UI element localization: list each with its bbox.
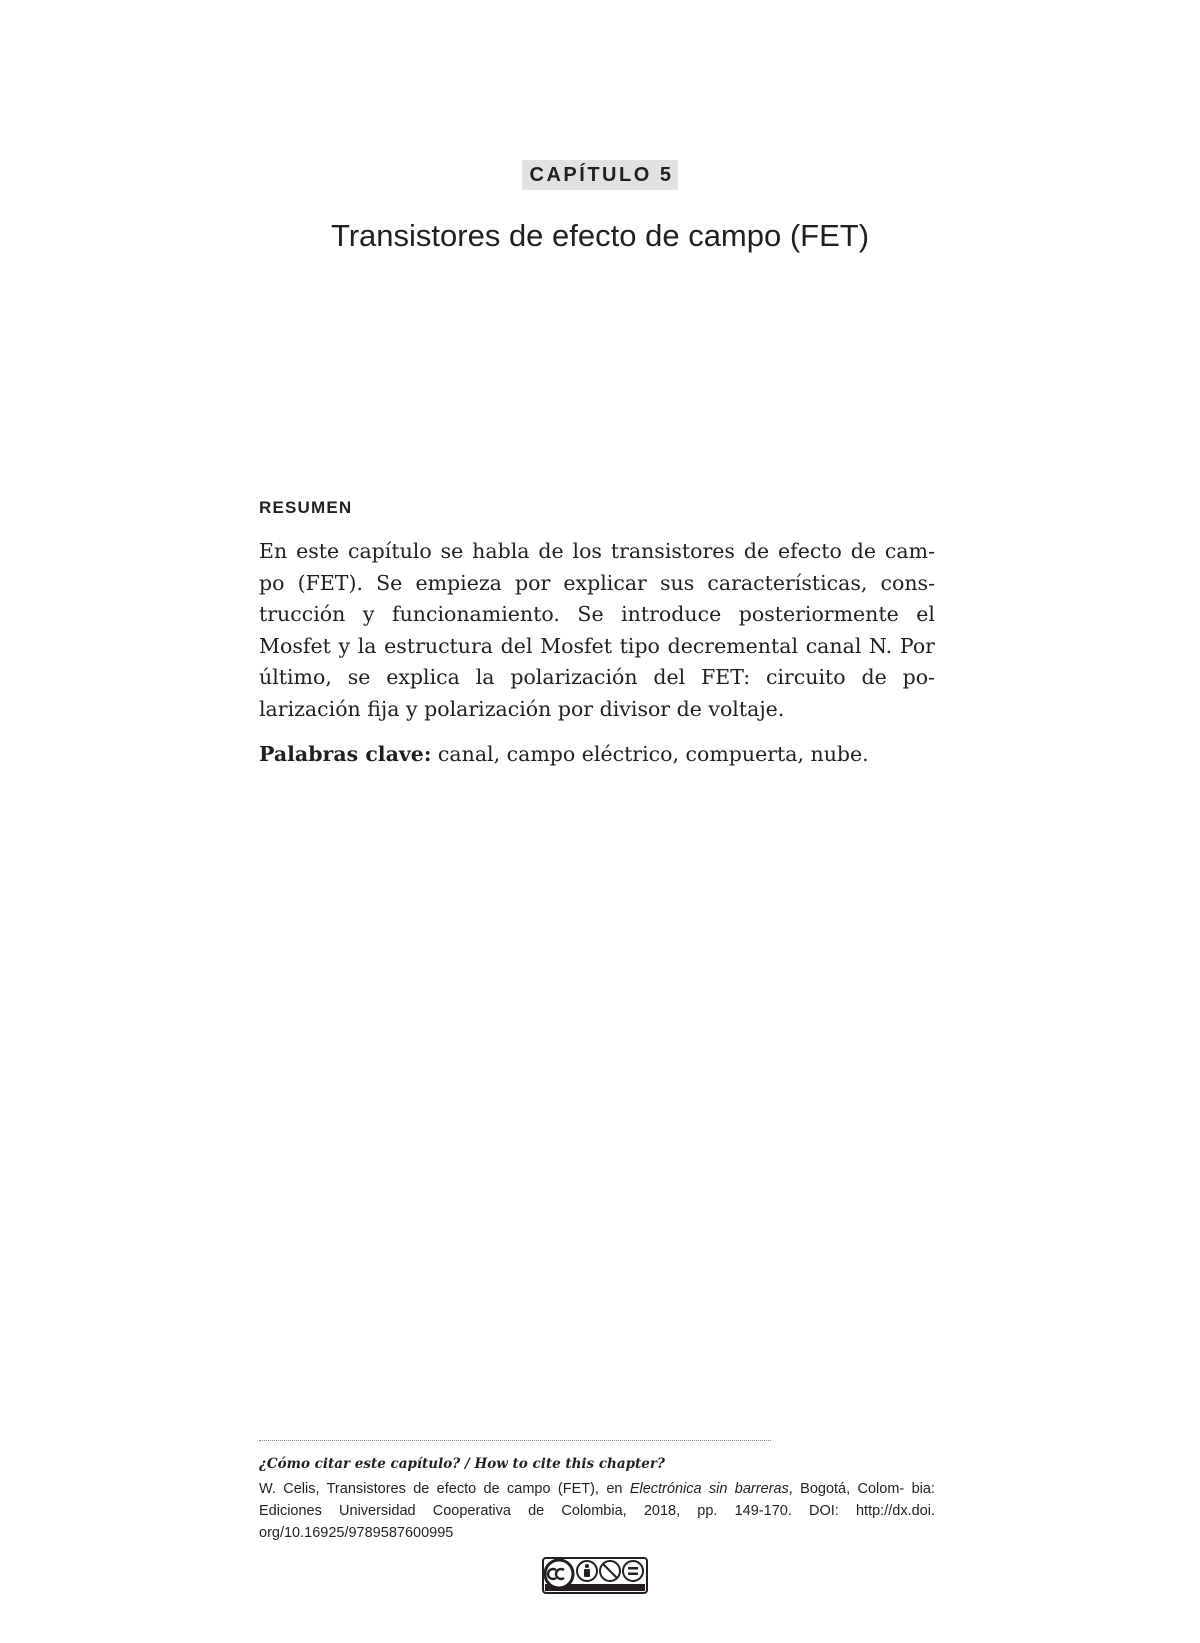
abstract-line: larización fija y polarización por divisor de voltaje. (259, 696, 785, 721)
by-person-body (584, 1569, 590, 1577)
abstract-text (259, 536, 935, 725)
chapter-label: CAPÍTULO 5 (522, 160, 679, 190)
by-person-head (585, 1564, 589, 1568)
abstract-line: Por último, se explica la polarización del FET: circuito de po- (259, 633, 935, 689)
nd-bar-bottom (628, 1573, 638, 1576)
resumen-heading: RESUMEN (259, 498, 353, 517)
citation-book-title: Electrónica sin barreras (629, 1481, 789, 1497)
citation-text-line2: bia: Ediciones Universidad Cooperativa de Colombia, 2018, pp. 149-170. DOI: http://dx.doi. (259, 1481, 935, 1519)
cc-by-nc-nd-icon (542, 1557, 648, 1594)
abstract-line: Mosfet y la estructura del Mosfet tipo decremental canal N. (259, 633, 893, 658)
citation-block (259, 1456, 935, 1544)
citation-text-line1-end: , Bogotá, Colom- (788, 1481, 905, 1497)
abstract-line: po (FET). Se empieza por explicar sus características, cons- (259, 570, 935, 595)
nd-bar-top (628, 1567, 638, 1570)
citation-doi[interactable]: org/10.16925/9789587600995 (259, 1525, 454, 1541)
footnote-divider (259, 1440, 771, 1441)
abstract-line: trucción y funcionamiento. Se introduce posteriormente el (259, 602, 935, 626)
cc-circle-icon (545, 1560, 573, 1588)
keywords-text: canal, campo eléctrico, compuerta, nube. (437, 742, 869, 766)
nd-noderivatives-icon (623, 1561, 643, 1581)
abstract-line: En este capítulo se habla de los transistores de efecto de cam- (259, 539, 935, 563)
chapter-label-container (0, 160, 1200, 190)
citation-heading: ¿Cómo citar este capítulo? / How to cite this chapter? (259, 1456, 665, 1472)
citation-text-start: W. Celis, Transistores de efecto de campo (FET), en (259, 1481, 630, 1497)
citation-text (259, 1478, 935, 1544)
chapter-title: Transistores de efecto de campo (FET) (330, 218, 870, 253)
keywords-label: Palabras clave: (259, 742, 432, 766)
abstract-section (259, 498, 935, 771)
keywords (259, 739, 935, 771)
